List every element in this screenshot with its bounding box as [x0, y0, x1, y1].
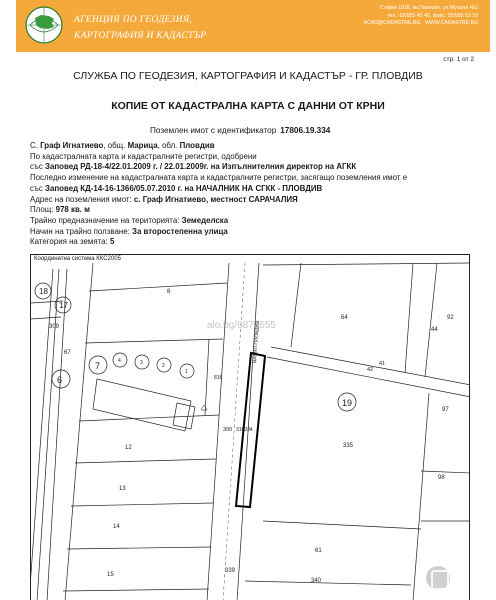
parcel-label: 44 [431, 327, 438, 333]
purpose-line [30, 216, 470, 227]
parcel-boundary [205, 339, 209, 415]
parcel-label: 7 [95, 361, 101, 371]
parcel-label: 8 [167, 289, 171, 295]
category-line [30, 237, 470, 248]
area-value: 978 кв. м [55, 205, 91, 215]
usage-value: За второстепенна улица [132, 226, 228, 236]
parcel-label: 340 [311, 578, 322, 584]
parcel-boundary [85, 339, 223, 343]
municipality-name: Марица [127, 141, 158, 150]
last-change-prefix: със [30, 183, 43, 193]
property-id-label: Поземлен имот с идентификатор [150, 126, 277, 135]
approved-line: По кадастралната карта и кадастралните регистри, одобрени [30, 151, 257, 161]
street-name-label: ВАСИЛ ПЛОВДИВ [252, 320, 261, 364]
coordinate-system-label: Координатна система ККС2005 [34, 256, 121, 262]
parcel-label: 300 [223, 427, 233, 433]
parcel-label: 6 [57, 375, 63, 385]
province-name: Пловдив [179, 141, 215, 150]
contact-phones: тел.: 02/955 45 40, факс: 02/955 53 33 [387, 12, 478, 19]
approved-order-line [30, 162, 470, 173]
parcel-label: 3 [140, 360, 143, 366]
page-number: стр. 1 от 2 [443, 56, 474, 63]
parcel-boundary [263, 521, 421, 529]
parcel-boundary [89, 283, 227, 291]
agency-name-line2: КАРТОГРАФИЯ И КАДАСТЪР [74, 31, 207, 41]
contact-web: ACAD@CADASTRE.BG · WWW.CADASTRE.BG [363, 20, 478, 27]
address-label: Адрес на поземления имот: [30, 194, 132, 204]
road-edge [271, 347, 470, 385]
property-identifier [150, 126, 330, 135]
parcel-boundary [413, 393, 429, 600]
address-value: с. Граф Игнатиево, местност САРАЧАЛИЯ [133, 194, 298, 204]
usage-label: Начин на трайно ползване: [30, 226, 130, 236]
property-details [30, 141, 470, 248]
address-line [30, 195, 470, 206]
last-change-line: Последно изменение на кадастралната карта и кадастралните регистри, засягащо поземления имот е [30, 173, 408, 183]
area-line [30, 205, 470, 216]
agency-contacts [364, 5, 479, 28]
parcel-label: 1 [185, 369, 188, 375]
category-label: Категория на земята: [30, 237, 108, 247]
parcel-boundary [65, 263, 93, 600]
parcel-label: 64 [341, 315, 348, 321]
last-change-order-line [30, 184, 470, 195]
province-label: , обл. [157, 141, 178, 150]
purpose-label: Трайно предназначение на територията: [30, 215, 180, 225]
area-label: Площ: [30, 205, 54, 215]
purpose-value: Земеделска [181, 215, 229, 225]
parcel-label: 4 [118, 358, 121, 364]
parcel-label: 15 [107, 572, 114, 578]
agency-name-line1: АГЕНЦИЯ ПО ГЕОДЕЗИЯ, [74, 15, 193, 25]
parcel-label: 816 [214, 375, 223, 381]
parcel-label: 41 [379, 361, 386, 367]
last-change-order: Заповед КД-14-16-1366/05.07.2010 г. на НАЧАЛНИК НА СГКК - ПЛОВДИВ [45, 183, 323, 193]
parcel-label: 92 [447, 315, 454, 321]
parcel-boundary [79, 415, 219, 421]
agency-logo-icon [24, 5, 64, 45]
road-edge [267, 357, 470, 397]
parcel-label: 12 [125, 445, 132, 451]
document-title: КОПИЕ ОТ КАДАСТРАЛНА КАРТА С ДАННИ ОТ КРНИ [111, 100, 385, 112]
parcel-boundary [63, 589, 209, 591]
parcel-label: 98 [438, 475, 445, 481]
agency-banner [16, 0, 490, 52]
property-id-value: 17806.19.334 [280, 126, 331, 135]
parcel-label: 2 [162, 363, 165, 369]
village-name: Граф Игнатиево [40, 141, 104, 150]
parcel-label: 61 [315, 548, 322, 554]
parcel-boundary [421, 471, 470, 473]
parcel-boundary [405, 263, 413, 373]
parcel-boundary [245, 581, 411, 585]
parcel-boundary [425, 263, 437, 377]
parcel-label: 67 [64, 350, 71, 356]
camera-watermark-icon [426, 566, 450, 590]
approved-order: Заповед РД-18-4/22.01.2009 г. / 22.01.2009г. на Изпълнителния директор на АГКК [45, 162, 357, 172]
parcel-label: 335 [343, 443, 354, 449]
parcel-label: 13 [119, 486, 126, 492]
parcel-label: 14 [113, 524, 120, 530]
parcel-label: 42 [367, 367, 374, 373]
contact-address: София 1618, кв.Павлово, ул.Мусала №1 [380, 5, 478, 11]
category-value: 5 [109, 237, 115, 247]
cadastral-map [30, 254, 470, 600]
location-prefix: С. [30, 141, 38, 150]
parcel-boundary [31, 317, 61, 319]
parcel-label: 309 [49, 324, 60, 330]
usage-line [30, 227, 470, 238]
parcel-label: 17 [59, 301, 68, 310]
parcel-label: 339 [225, 568, 236, 574]
parcel-boundary [67, 547, 211, 549]
parcel-boundary [263, 263, 470, 265]
parcel-boundary [75, 459, 216, 463]
office-heading: СЛУЖБА ПО ГЕОДЕЗИЯ, КАРТОГРАФИЯ И КАДАСТЪР - ГР. ПЛОВДИВ [73, 70, 423, 82]
parcel-label: 318334 [236, 427, 253, 433]
municipality-label: , общ. [103, 141, 126, 150]
parcel-label: 19 [342, 398, 353, 408]
watermark-text: alo.bg/6870655 [207, 320, 276, 331]
location-line [30, 141, 470, 152]
parcel-boundary [71, 503, 213, 506]
approved-prefix: със [30, 162, 43, 172]
parcel-label: 97 [442, 407, 449, 413]
parcel-boundary [291, 263, 301, 347]
road-edge [47, 269, 67, 600]
parcel-label: 18 [39, 287, 48, 296]
survey-point-icon [201, 405, 207, 410]
